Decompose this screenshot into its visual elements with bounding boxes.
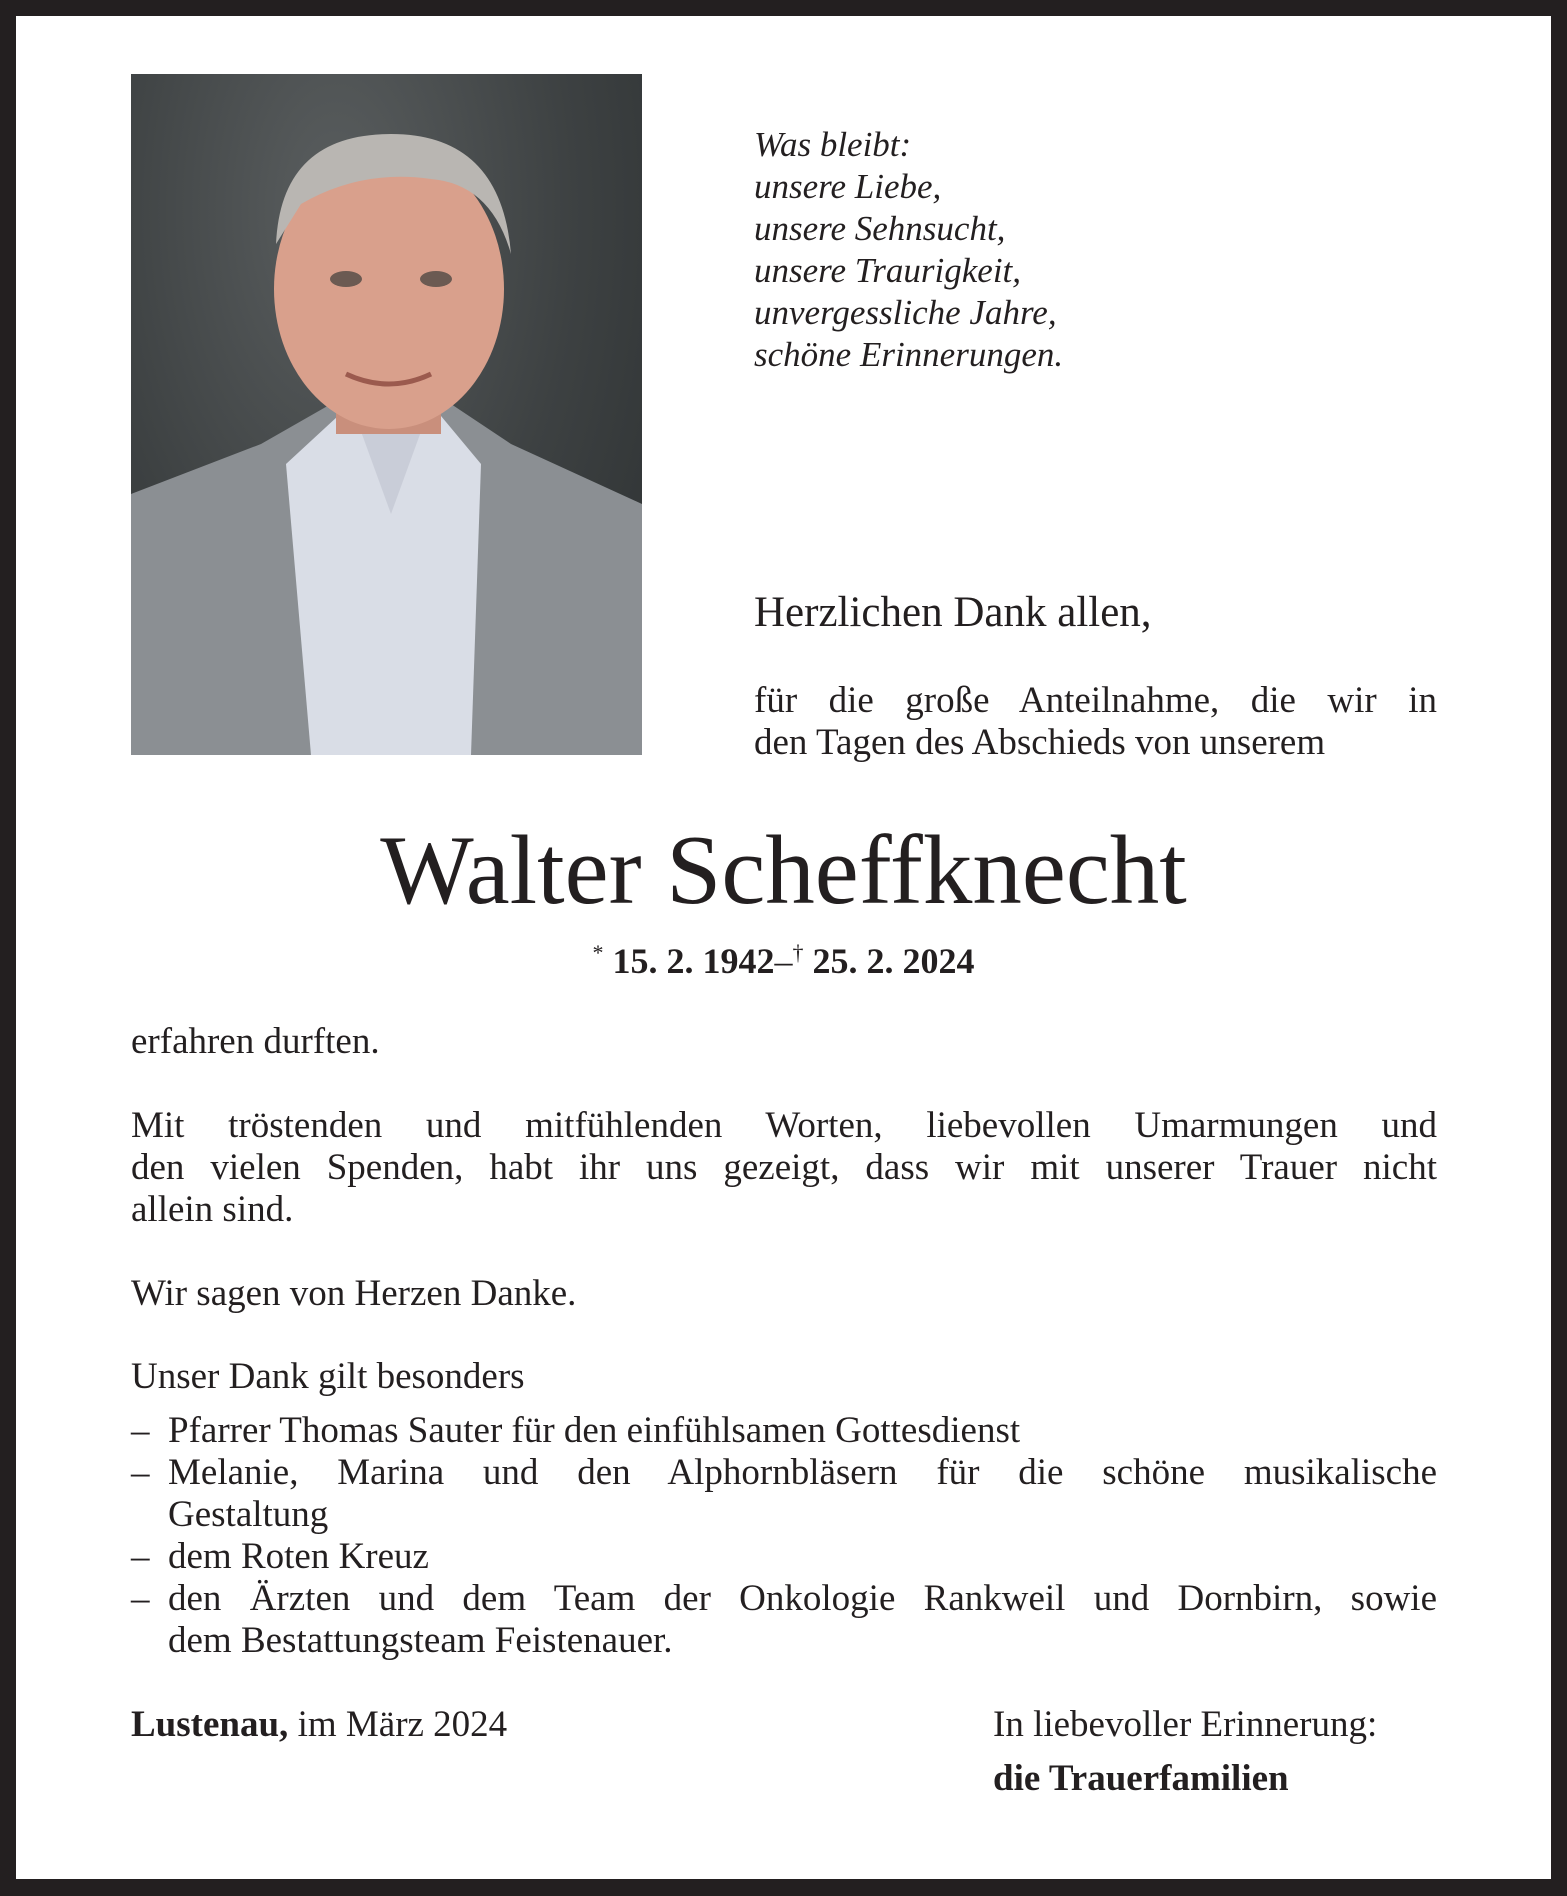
list-text: den Ärzten und dem Team der Onkologie Rankweil und Dornbirn, sowie bbox=[168, 1578, 1437, 1619]
list-item bbox=[131, 1578, 1437, 1662]
poem bbox=[754, 124, 1063, 376]
body-p3: Wir sagen von Herzen Danke. bbox=[131, 1273, 577, 1314]
body-p4: Unser Dank gilt besonders bbox=[131, 1356, 525, 1397]
death-symbol: † bbox=[792, 940, 804, 965]
body-line: den vielen Spenden, habt ihr uns gezeigt, dass wir mit unserer Trauer nicht bbox=[131, 1147, 1437, 1188]
list-dash: – bbox=[131, 1536, 150, 1577]
intro-line: den Tagen des Abschieds von unserem bbox=[754, 722, 1326, 763]
list-text: dem Bestattungsteam Feistenauer. bbox=[168, 1620, 673, 1661]
closing: In liebevoller Erinnerung: bbox=[993, 1704, 1378, 1745]
body-line: allein sind. bbox=[131, 1189, 294, 1230]
body-line: Mit tröstenden und mitfühlenden Worten, liebevollen Umarmungen und bbox=[131, 1105, 1437, 1146]
birth-symbol: * bbox=[592, 940, 604, 965]
intro-text bbox=[754, 680, 1437, 764]
date: im März 2024 bbox=[297, 1704, 508, 1745]
body-p2 bbox=[131, 1105, 1437, 1231]
body-p1: erfahren durften. bbox=[131, 1021, 380, 1062]
list-text: Melanie, Marina und den Alphornbläsern für die schöne musikalische bbox=[168, 1452, 1437, 1493]
obituary-page bbox=[16, 16, 1551, 1879]
portrait-photo bbox=[131, 74, 642, 755]
poem-line: unsere Liebe, bbox=[754, 167, 942, 206]
signature: die Trauerfamilien bbox=[993, 1758, 1289, 1799]
poem-line: schöne Erinnerungen. bbox=[754, 335, 1064, 374]
list-text: Pfarrer Thomas Sauter für den einfühlsamen Gottesdienst bbox=[168, 1410, 1021, 1451]
list-item bbox=[131, 1536, 1437, 1578]
deceased-name: Walter Scheffknecht bbox=[380, 816, 1187, 925]
list-text: Gestaltung bbox=[168, 1494, 329, 1535]
poem-line: unvergessliche Jahre, bbox=[754, 293, 1057, 332]
death-date: 25. 2. 2024 bbox=[812, 941, 975, 981]
birth-date: 15. 2. 1942 bbox=[612, 941, 775, 981]
date-separator: – bbox=[774, 941, 793, 981]
poem-line: unsere Sehnsucht, bbox=[754, 209, 1006, 248]
place-date bbox=[131, 1704, 507, 1746]
list-dash: – bbox=[131, 1578, 150, 1619]
list-dash: – bbox=[131, 1452, 150, 1493]
list-item bbox=[131, 1410, 1437, 1452]
thanks-heading: Herzlichen Dank allen, bbox=[754, 589, 1152, 636]
place: Lustenau, bbox=[131, 1704, 289, 1745]
poem-line: unsere Traurigkeit, bbox=[754, 251, 1022, 290]
list-dash: – bbox=[131, 1410, 150, 1451]
life-dates bbox=[16, 940, 1551, 982]
intro-line: für die große Anteilnahme, die wir in bbox=[754, 680, 1437, 721]
poem-line: Was bleibt: bbox=[754, 125, 912, 164]
list-text: dem Roten Kreuz bbox=[168, 1536, 429, 1577]
list-item bbox=[131, 1452, 1437, 1536]
